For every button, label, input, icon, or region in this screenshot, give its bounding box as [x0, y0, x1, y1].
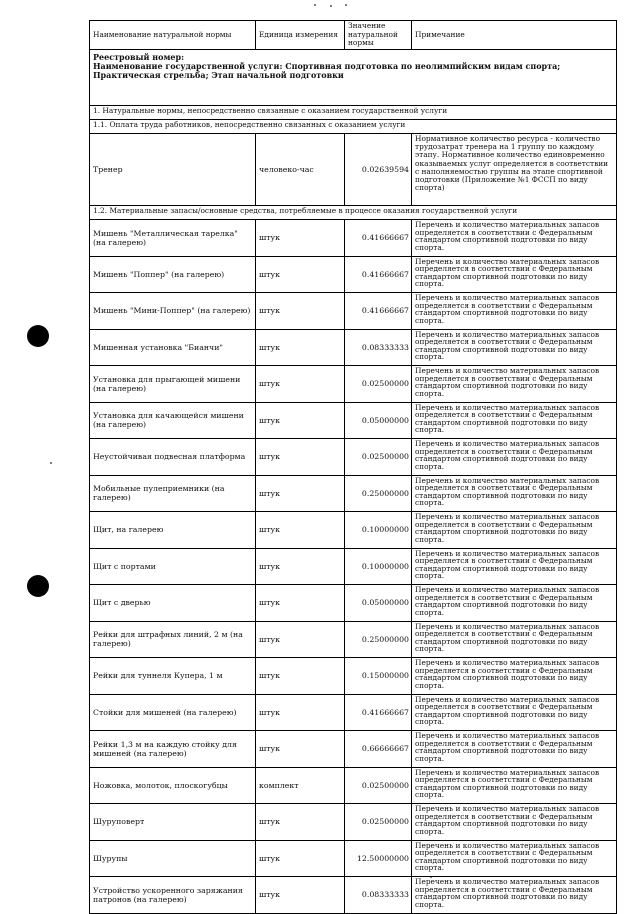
registry-cell [90, 50, 617, 106]
table-row [90, 220, 617, 257]
row-note: Перечень и количество материальных запасов определяется в соответствии с Федеральным стандартом спортивной подготовки по виду спорта. [412, 694, 617, 731]
row-unit: штук [256, 585, 345, 622]
table-row [90, 439, 617, 476]
row-unit: штук [256, 694, 345, 731]
service-detail: Практическая стрельба; Этап начальной подготовки [93, 70, 344, 80]
row-unit: штук [256, 256, 345, 293]
row-name: Щит с портами [90, 548, 256, 585]
row-note: Перечень и количество материальных запасов определяется в соответствии с Федеральным стандартом спортивной подготовки по виду спорта. [412, 220, 617, 257]
registry-row [90, 50, 617, 106]
row-name: Щит, на галерею [90, 512, 256, 549]
row-value: 0.10000000 [345, 512, 412, 549]
row-value: 0.15000000 [345, 658, 412, 695]
row-name: Ножовка, молоток, плоскогубцы [90, 767, 256, 804]
row-unit: штук [256, 840, 345, 877]
row-value: 0.41666667 [345, 694, 412, 731]
row-name: Мишень "Поппер" (на галерею) [90, 256, 256, 293]
row-value: 0.08333333 [345, 329, 412, 366]
row-value: 0.08333333 [345, 877, 412, 914]
row-name: Установка для качающейся мишени (на галерею) [90, 402, 256, 439]
table-row [90, 877, 617, 914]
table-row [90, 804, 617, 841]
row-value: 12.50000000 [345, 840, 412, 877]
row-note: Перечень и количество материальных запасов определяется в соответствии с Федеральным стандартом спортивной подготовки по виду спорта. [412, 840, 617, 877]
row-unit: комплект [256, 767, 345, 804]
row-unit: штук [256, 804, 345, 841]
row-value: 0.66666667 [345, 731, 412, 768]
row-value: 0.02500000 [345, 804, 412, 841]
row-note: Перечень и количество материальных запасов определяется в соответствии с Федеральным стандартом спортивной подготовки по виду спорта. [412, 512, 617, 549]
row-note: Перечень и количество материальных запасов определяется в соответствии с Федеральным стандартом спортивной подготовки по виду спорта. [412, 439, 617, 476]
scan-speck [330, 5, 332, 7]
row-note: Перечень и количество материальных запасов определяется в соответствии с Федеральным стандартом спортивной подготовки по виду спорта. [412, 402, 617, 439]
row-name: Устройство ускоренного заряжания патронов (на галерею) [90, 877, 256, 914]
row-value: 0.05000000 [345, 585, 412, 622]
row-note: Перечень и количество материальных запасов определяется в соответствии с Федеральным стандартом спортивной подготовки по виду спорта. [412, 731, 617, 768]
row-name: Тренер [90, 134, 256, 206]
row-unit: штук [256, 293, 345, 330]
table-row [90, 134, 617, 206]
registry-number: Реестровый номер: [93, 52, 185, 62]
row-name: Неустойчивая подвесная платформа [90, 439, 256, 476]
table-row [90, 293, 617, 330]
row-note: Перечень и количество материальных запасов определяется в соответствии с Федеральным стандартом спортивной подготовки по виду спорта. [412, 293, 617, 330]
table-row [90, 475, 617, 512]
scan-speck [314, 4, 316, 6]
section-row [90, 206, 617, 220]
row-value: 0.41666667 [345, 293, 412, 330]
row-note: Перечень и количество материальных запасов определяется в соответствии с Федеральным стандартом спортивной подготовки по виду спорта. [412, 585, 617, 622]
table-row [90, 329, 617, 366]
scan-speck [345, 4, 347, 6]
table-row [90, 694, 617, 731]
table-header [90, 21, 617, 50]
row-unit: штук [256, 877, 345, 914]
table-row [90, 366, 617, 403]
row-name: Шуруповерт [90, 804, 256, 841]
row-unit: штук [256, 621, 345, 658]
table-row [90, 256, 617, 293]
row-name: Установка для прыгающей мишени (на галерею) [90, 366, 256, 403]
row-value: 0.05000000 [345, 402, 412, 439]
row-unit: штук [256, 731, 345, 768]
subsection-title: 1.1. Оплата труда работников, непосредственно связанных с оказанием услуги [90, 120, 617, 134]
row-unit: штук [256, 658, 345, 695]
row-unit: штук [256, 548, 345, 585]
row-name: Щит с дверью [90, 585, 256, 622]
scan-speck [50, 462, 52, 464]
row-unit: штук [256, 512, 345, 549]
table-row [90, 731, 617, 768]
row-name: Мишенная установка "Бианчи" [90, 329, 256, 366]
row-name: Мишень "Мини-Поппер" (на галерею) [90, 293, 256, 330]
norms-table [89, 20, 617, 914]
row-name: Мобильные пулеприемники (на галерею) [90, 475, 256, 512]
row-value: 0.41666667 [345, 220, 412, 257]
row-unit: штук [256, 439, 345, 476]
row-unit: штук [256, 220, 345, 257]
header-value: Значение натуральной нормы [345, 21, 412, 50]
table-row [90, 402, 617, 439]
header-name: Наименование натуральной нормы [90, 21, 256, 50]
row-name: Стойки для мишеней (на галерею) [90, 694, 256, 731]
table-row [90, 767, 617, 804]
header-unit: Единица измерения [256, 21, 345, 50]
row-value: 0.25000000 [345, 475, 412, 512]
row-note: Перечень и количество материальных запасов определяется в соответствии с Федеральным стандартом спортивной подготовки по виду спорта. [412, 548, 617, 585]
row-name: Рейки для туннеля Купера, 1 м [90, 658, 256, 695]
row-note: Перечень и количество материальных запасов определяется в соответствии с Федеральным стандартом спортивной подготовки по виду спорта. [412, 475, 617, 512]
table-row [90, 840, 617, 877]
row-note: Перечень и количество материальных запасов определяется в соответствии с Федеральным стандартом спортивной подготовки по виду спорта. [412, 329, 617, 366]
row-name: Рейки для штрафных линий, 2 м (на галерею) [90, 621, 256, 658]
subsection-title: 1.2. Материальные запасы/основные средства, потребляемые в процессе оказания государственной услуги [90, 206, 617, 220]
row-value: 0.10000000 [345, 548, 412, 585]
row-unit: человеко-час [256, 134, 345, 206]
section-row [90, 106, 617, 120]
row-note: Перечень и количество материальных запасов определяется в соответствии с Федеральным стандартом спортивной подготовки по виду спорта. [412, 658, 617, 695]
section-row [90, 120, 617, 134]
row-unit: штук [256, 366, 345, 403]
table-row [90, 585, 617, 622]
row-value: 0.02500000 [345, 439, 412, 476]
row-note: Перечень и количество материальных запасов определяется в соответствии с Федеральным стандартом спортивной подготовки по виду спорта. [412, 877, 617, 914]
row-note: Перечень и количество материальных запасов определяется в соответствии с Федеральным стандартом спортивной подготовки по виду спорта. [412, 256, 617, 293]
header-note: Примечание [412, 21, 617, 50]
row-note: Нормативное количество ресурса - количество трудозатрат тренера на 1 группу по каждому этапу. Нормативное количество единовременно оказываемых услуг определяется в соответствии с наполняемостью группы на этапе спортивной подготовки (Приложение №1 ФССП по виду спорта) [412, 134, 617, 206]
row-value: 0.02500000 [345, 767, 412, 804]
row-value: 0.25000000 [345, 621, 412, 658]
row-name: Рейки 1,3 м на каждую стойку для мишеней (на галерею) [90, 731, 256, 768]
row-name: Мишень "Металлическая тарелка" (на галерею) [90, 220, 256, 257]
row-value: 0.41666667 [345, 256, 412, 293]
row-unit: штук [256, 475, 345, 512]
table-row [90, 621, 617, 658]
row-note: Перечень и количество материальных запасов определяется в соответствии с Федеральным стандартом спортивной подготовки по виду спорта. [412, 366, 617, 403]
table-row [90, 548, 617, 585]
section-title: 1. Натуральные нормы, непосредственно связанные с оказанием государственной услуги [90, 106, 617, 120]
table-row [90, 512, 617, 549]
row-value: 0.02500000 [345, 366, 412, 403]
punch-hole [27, 575, 49, 597]
service-name: Наименование государственной услуги: Спортивная подготовка по неолимпийским видам спорта; [93, 61, 561, 71]
table-row [90, 658, 617, 695]
row-name: Шурупы [90, 840, 256, 877]
row-note: Перечень и количество материальных запасов определяется в соответствии с Федеральным стандартом спортивной подготовки по виду спорта. [412, 621, 617, 658]
row-unit: штук [256, 329, 345, 366]
row-note: Перечень и количество материальных запасов определяется в соответствии с Федеральным стандартом спортивной подготовки по виду спорта. [412, 804, 617, 841]
punch-hole [27, 325, 49, 347]
row-unit: штук [256, 402, 345, 439]
row-value: 0.02639594 [345, 134, 412, 206]
row-note: Перечень и количество материальных запасов определяется в соответствии с Федеральным стандартом спортивной подготовки по виду спорта. [412, 767, 617, 804]
